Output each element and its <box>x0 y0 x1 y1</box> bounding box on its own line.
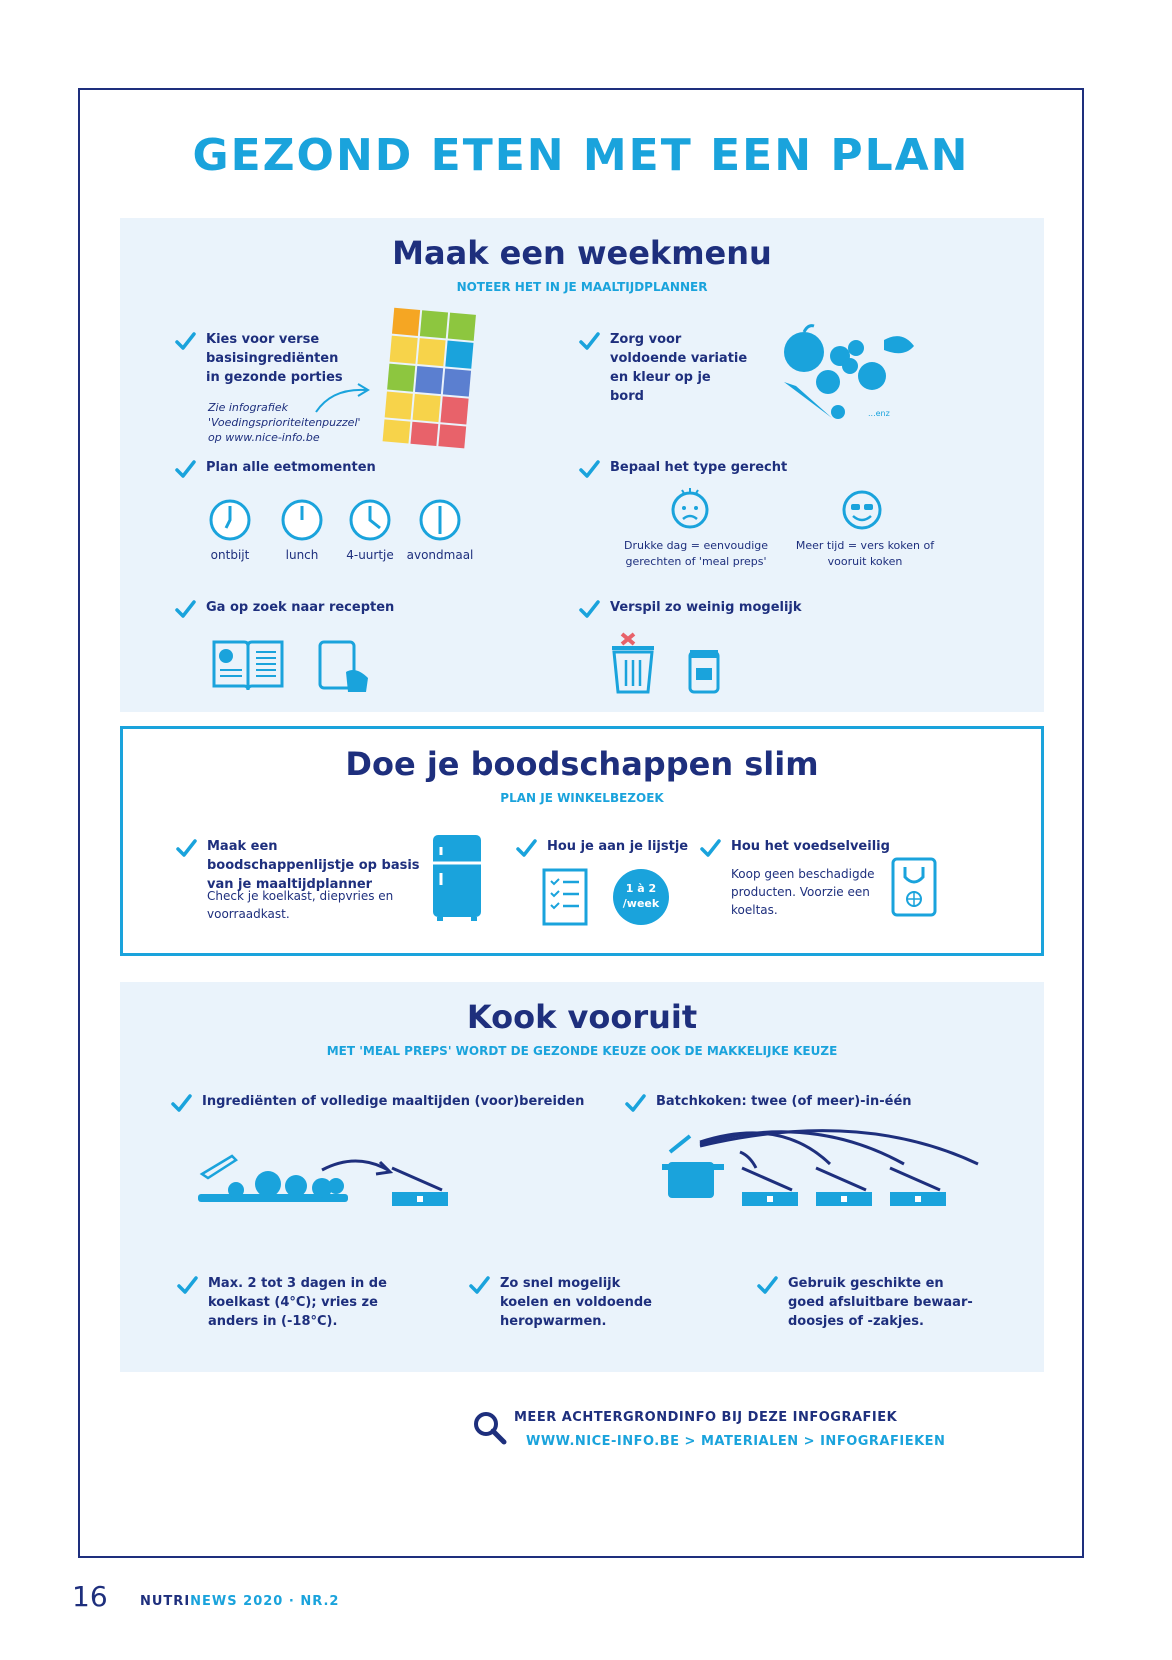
clock-breakfast-icon <box>208 498 252 542</box>
cooler-bag-icon <box>889 853 939 919</box>
check-icon <box>175 837 197 859</box>
frequency-badge: 1 à 2 /week <box>613 869 669 925</box>
moment-label: lunch <box>285 548 319 562</box>
clock-lunch-icon <box>280 498 324 542</box>
clock-dinner-icon <box>418 498 462 542</box>
section-shopping: Doe je boodschappen slim PLAN JE WINKELBEZOEK Maak een boodschappenlijstje op basis van je maaltijdplanner Check je koelkast, diepvries en voorraadkast. Hou je aan je lijstje 1 à 2 /week Hou het voedselveilig Koop geen beschadigde producten. Voorzie een koeltas. <box>120 726 1044 956</box>
check-icon <box>174 330 196 352</box>
infographic-note: Zie infografiek 'Voedingsprioriteitenpuzzel' op www.nice-info.be <box>208 401 361 444</box>
section-weekmenu: Maak een weekmenu NOTEER HET IN JE MAALTIJDPLANNER Kies voor verse basisingrediënten in gezonde porties Zie infografiek 'Voedingsprioriteitenpuzzel' op www.nice-info.be Zorg voor voldoende variatie en kleur op je bord ...enz Plan alle eetmomenten ontbijt lunch 4-uurtje avondmaal Bepaal het type gerecht Drukke dag = eenvoudige gerechten of 'meal preps' Meer tijd = vers koken of vooruit koken Ga op zoek naar recepten Verspil zo weinig mogelijk <box>120 218 1044 712</box>
meal-box-icon <box>812 1158 878 1208</box>
check-icon <box>578 598 600 620</box>
check-icon <box>515 837 537 859</box>
more-info-link[interactable]: WWW.NICE-INFO.BE > MATERIALEN > INFOGRAFIEKEN <box>526 1434 946 1449</box>
clock-snack-icon <box>348 498 392 542</box>
relaxed-face-icon <box>840 488 884 532</box>
fruit-vegetables-icon <box>776 322 926 432</box>
section-cook-ahead: Kook vooruit MET 'MEAL PREPS' WORDT DE GEZONDE KEUZE OOK DE MAKKELIJKE KEUZE Ingrediënten of volledige maaltijden (voor)bereiden Batchkoken: twee (of meer)-in-één Max. 2 tot 3 dagen in de koelkast (4°C); vries ze anders in (-18°C). Zo snel mogelijk koelen en voldoende heropwarmen. Gebruik geschikte en goed afsluitbare bewaar-doosjes of -zakjes. <box>120 982 1044 1372</box>
meal-box-icon <box>738 1158 804 1208</box>
section-subtitle: MET 'MEAL PREPS' WORDT DE GEZONDE KEUZE OOK DE MAKKELIJKE KEUZE <box>326 1044 838 1058</box>
moment-label: avondmaal <box>406 548 474 562</box>
checklist-icon <box>541 867 591 927</box>
publication-name-a: NUTRI <box>140 1594 191 1609</box>
etc-mark: ...enz <box>868 409 890 418</box>
check-icon <box>176 1274 198 1296</box>
section-title: Maak een weekmenu <box>392 234 772 272</box>
type-time-label: Meer tijd = vers koken of vooruit koken <box>795 539 935 568</box>
section-subtitle: PLAN JE WINKELBEZOEK <box>500 791 664 805</box>
page-number: 16 <box>72 1580 108 1613</box>
section-title: Doe je boodschappen slim <box>345 745 819 783</box>
check-icon <box>170 1092 192 1114</box>
check-icon <box>578 458 600 480</box>
check-icon <box>174 458 196 480</box>
page-frame <box>78 88 1084 1558</box>
check-icon <box>756 1274 778 1296</box>
check-icon <box>624 1092 646 1114</box>
publication-name <box>140 1594 339 1609</box>
stressed-face-icon <box>668 486 712 530</box>
tablet-icon <box>316 638 376 694</box>
meal-box-icon <box>388 1158 454 1208</box>
magnifier-icon <box>472 1410 508 1446</box>
section-subtitle: NOTEER HET IN JE MAALTIJDPLANNER <box>456 280 708 294</box>
check-icon <box>174 598 196 620</box>
food-safety-note: Koop geen beschadigde producten. Voorzie een koeltas. <box>731 867 875 917</box>
moment-label: ontbijt <box>210 548 250 562</box>
check-icon <box>468 1274 490 1296</box>
page-title: GEZOND ETEN MET EEN PLAN <box>192 130 970 181</box>
check-icon <box>578 330 600 352</box>
section-title: Kook vooruit <box>466 998 698 1036</box>
arrow-icon <box>312 382 372 418</box>
publication-name-b: NEWS 2020 · NR.2 <box>190 1594 340 1609</box>
food-container-icon <box>686 646 722 696</box>
type-busy-label: Drukke dag = eenvoudige gerechten of 'meal preps' <box>624 539 768 568</box>
trash-bin-icon <box>608 630 658 696</box>
fridge-icon <box>429 833 485 923</box>
check-icon <box>699 837 721 859</box>
more-info-text: MEER ACHTERGRONDINFO BIJ DEZE INFOGRAFIEK <box>514 1410 898 1425</box>
meal-box-icon <box>886 1158 952 1208</box>
shopping-list-note: Check je koelkast, diepvries en voorraadkast. <box>207 889 394 921</box>
puzzle-image-icon <box>378 306 478 456</box>
recipe-book-icon <box>210 638 286 694</box>
moment-label: 4-uurtje <box>346 548 394 562</box>
